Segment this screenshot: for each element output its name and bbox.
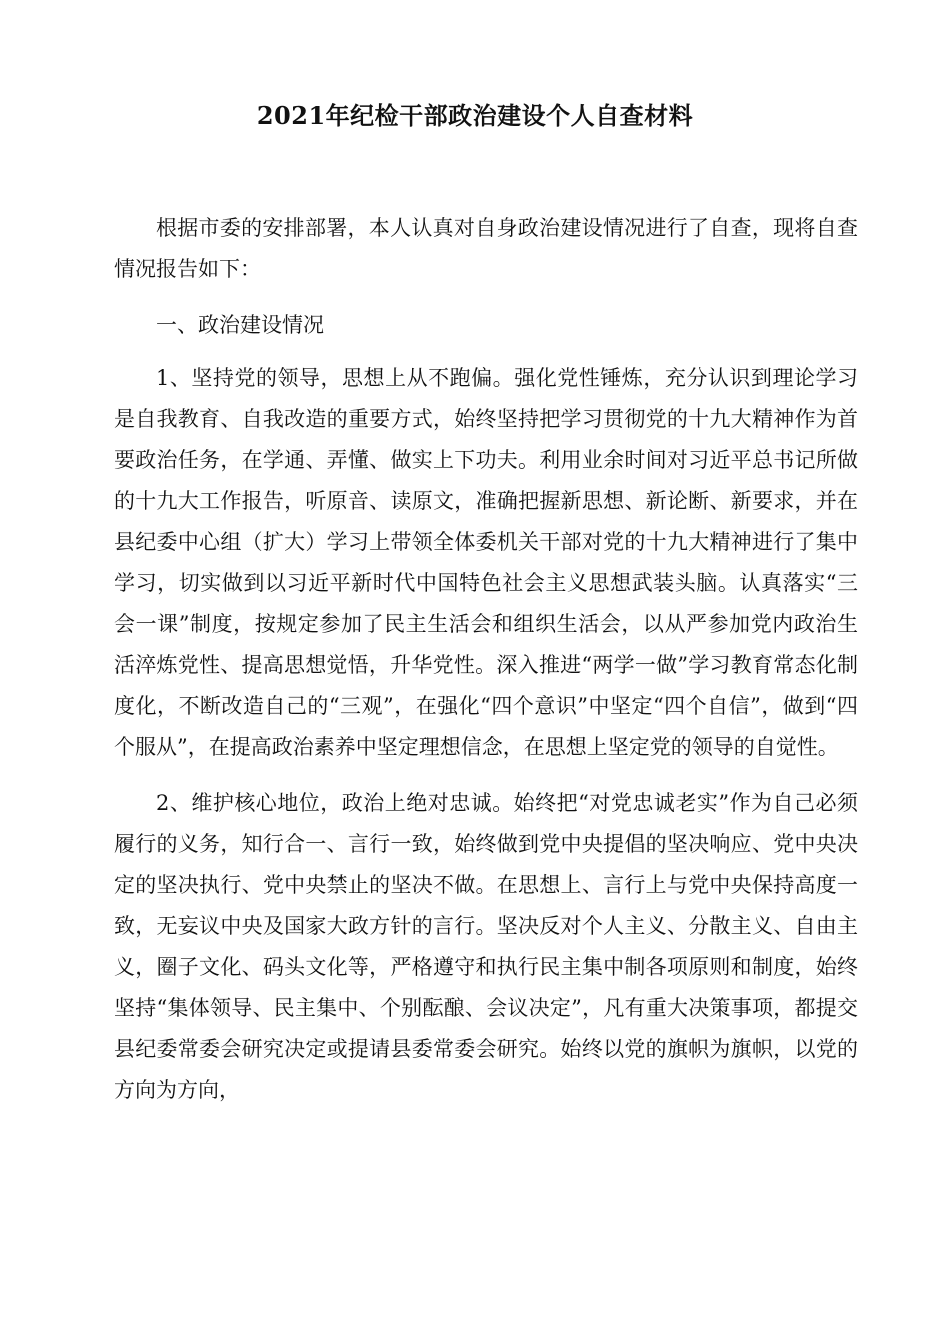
paragraph-intro: 根据市委的安排部署，本人认真对自身政治建设情况进行了自查，现将自查情况报告如下： [114,216,858,281]
document-title: 2021年纪检干部政治建设个人自查材料 [256,101,694,130]
paragraph-item-1: 1、坚持党的领导，思想上从不跑偏。强化党性锤炼，充分认识到理论学习是自我教育、自我改造的重要方式，始终坚持把学习贯彻党的十九大精神作为首要政治任务，在学通、弄懂、做实上下功夫。利用业余时间对习近平总书记所做的十九大工作报告，听原音、读原文，准确把握新思想、新论断、新要求，并在县纪委中心组（扩大）学习上带领全体委机关干部对党的十九大精神进行了集中学习，切实做到以习近平新时代中国特色社会主义思想武装头脑。认真落实“三会一课”制度，按规定参加了民主生活会和组织生活会，以从严参加党内政治生活淬炼党性、提高思想觉悟，升华党性。深入推进“两学一做”学习教育常态化制度化，不断改造自己的“三观”，在强化“四个意识”中坚定“四个自信”，做到“四个服从”，在提高政治素养中坚定理想信念，在思想上坚定党的领导的自觉性。 [114,366,858,759]
section-heading: 一、政治建设情况 [156,313,324,337]
document-body [114,208,858,1126]
paragraph-item-2: 2、维护核心地位，政治上绝对忠诚。始终把“对党忠诚老实”作为自己必须履行的义务，知行合一、言行一致，始终做到党中央提倡的坚决响应、党中央决定的坚决执行、党中央禁止的坚决不做。在思想上、言行上与党中央保持高度一致，无妄议中央及国家大政方针的言行。坚决反对个人主义、分散主义、自由主义，圈子文化、码头文化等，严格遵守和执行民主集中制各项原则和制度，始终坚持“集体领导、民主集中、个别酝酿、会议决定”，凡有重大决策事项，都提交县纪委常委会研究决定或提请县委常委会研究。始终以党的旗帜为旗帜，以党的方向为方向， [114,791,858,1102]
